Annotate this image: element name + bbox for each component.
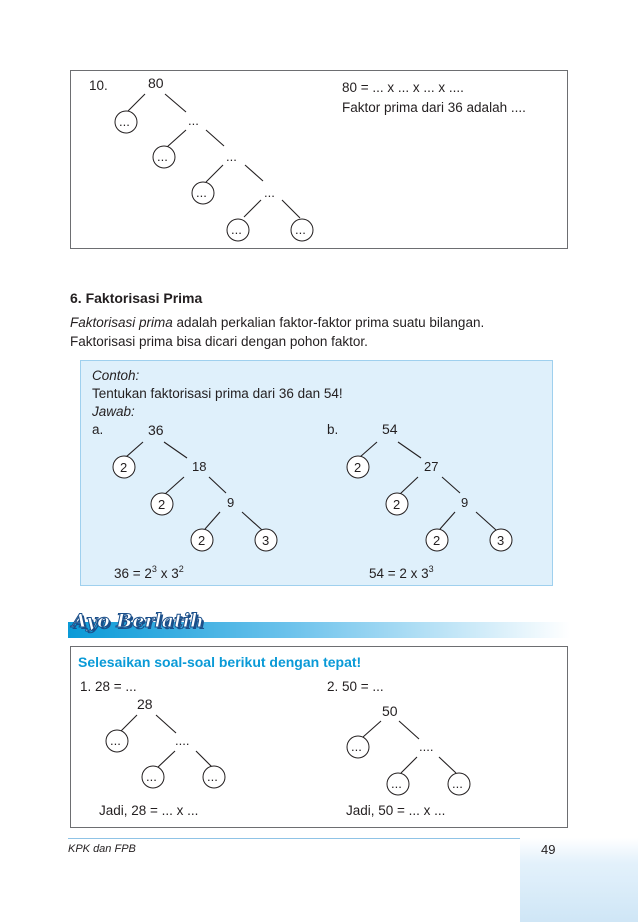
tree36-node: 2 <box>198 533 206 548</box>
tree36-node: 3 <box>262 533 270 548</box>
tree80-blank: ... <box>188 113 199 128</box>
tree36-node: 36 <box>148 422 164 438</box>
question-10-number: 10. <box>89 78 108 93</box>
tree36-node: 2 <box>158 497 166 512</box>
tree54-node: 2 <box>354 460 362 475</box>
tree28-blank: ... <box>110 733 121 748</box>
tree28-blank: .... <box>175 733 190 748</box>
part-a-label: a. <box>92 422 104 437</box>
result-36-base: 36 = 2 <box>114 566 152 581</box>
result-54-exp: 3 <box>428 564 434 574</box>
result-36-mid: x 3 <box>156 566 179 581</box>
page-number-tab <box>520 838 638 922</box>
tree36-node: 9 <box>227 495 235 510</box>
tree54-node: 27 <box>424 459 439 474</box>
example-question: Tentukan faktorisasi prima dari 36 dan 54! <box>92 386 343 401</box>
banner-title: Ayo Berlatih <box>72 610 204 632</box>
tree80-root: 80 <box>148 75 164 91</box>
tree80-blank: ... <box>226 149 237 164</box>
result-54-base: 54 = 2 x 3 <box>369 566 429 581</box>
tree50-root: 50 <box>382 703 398 719</box>
tree80-blank: ... <box>119 114 130 129</box>
question-10-equation: 80 = ... x ... x ... x .... <box>342 80 464 95</box>
tree36-node: 18 <box>192 459 207 474</box>
practice-q2-jadi: Jadi, 50 = ... x ... <box>346 803 446 818</box>
page-number: 49 <box>541 842 556 857</box>
definition-line-2: Faktorisasi prima bisa dicari dengan pohon faktor. <box>70 334 368 349</box>
result-36-exp2: 2 <box>178 564 184 574</box>
tree50-blank: .... <box>419 739 434 754</box>
tree50-blank: ... <box>452 776 463 791</box>
result-36-exp1: 3 <box>151 564 157 574</box>
practice-q1-jadi: Jadi, 28 = ... x ... <box>99 803 199 818</box>
tree28-blank: ... <box>207 769 218 784</box>
tree80-blank: ... <box>157 149 168 164</box>
practice-instruction: Selesaikan soal-soal berikut dengan tepat! <box>78 654 362 670</box>
footer-chapter: KPK dan FPB <box>68 843 136 855</box>
tree80-blank: ... <box>264 185 275 200</box>
tree50-blank: ... <box>351 739 362 754</box>
tree50-blank: ... <box>391 776 402 791</box>
tree80-blank: ... <box>196 185 207 200</box>
tree28-blank: ... <box>146 769 157 784</box>
tree54-node: 54 <box>382 421 398 437</box>
tree54-node: 2 <box>433 533 441 548</box>
definition-term: Faktorisasi prima <box>70 315 173 330</box>
tree80-blank: ... <box>295 222 306 237</box>
practice-q2-prompt: 2. 50 = ... <box>327 679 384 694</box>
definition-rest: adalah perkalian faktor-faktor prima suatu bilangan. <box>172 315 485 330</box>
section-heading: 6. Faktorisasi Prima <box>70 290 203 306</box>
tree54-node: 2 <box>393 497 401 512</box>
tree54-node: 3 <box>497 533 505 548</box>
tree54-node: 9 <box>461 495 469 510</box>
part-b-label: b. <box>327 422 339 437</box>
practice-q1-prompt: 1. 28 = ... <box>80 679 137 694</box>
tree80-blank: ... <box>231 222 242 237</box>
contoh-label: Contoh: <box>92 368 140 383</box>
tree28-root: 28 <box>137 696 153 712</box>
jawab-label: Jawab: <box>92 404 135 419</box>
tree36-node: 2 <box>120 460 128 475</box>
question-10-prime-factors: Faktor prima dari 36 adalah .... <box>342 100 526 115</box>
